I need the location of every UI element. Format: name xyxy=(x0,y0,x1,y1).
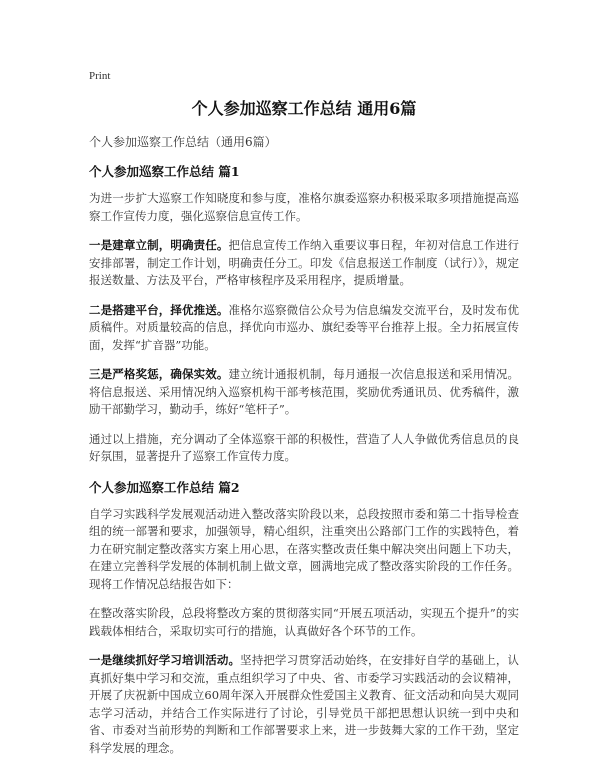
print-link[interactable]: Print xyxy=(89,70,111,82)
section-heading: 个人参加巡察工作总结 篇1 xyxy=(89,164,240,179)
paragraph xyxy=(89,506,519,594)
paragraph xyxy=(89,652,519,757)
paragraph xyxy=(89,605,519,640)
document-body xyxy=(89,96,519,769)
paragraph-text: 为进一步扩大巡察工作知晓度和参与度，准格尔旗委巡察办积极采取多项措施提高巡察工作宣传力度，强化巡察信息宣传工作。 xyxy=(89,191,519,223)
paragraph-lead: 一是继续抓好学习培训活动。 xyxy=(89,653,241,667)
paragraph-text: 自学习实践科学发展观活动进入整改落实阶段以来，总段按照市委和第二十指导检查组的统一部署和要求，加强领导，精心组织，注重突出公路部门工作的实践特色，着力在研究制定整改落实方案上用心思，在落实整改责任集中解决突出问题上下功夫，在建立完善科学发展的体制机制上做文章，圆满地完成了整改落实阶段的工作任务。现将工作情况总结报告如下： xyxy=(89,506,519,591)
paragraph-text: 在整改落实阶段，总段将整改方案的贯彻落实同“开展五项活动，实现五个提升”的实践载体相结合，采取切实可行的措施，认真做好各个环节的工作。 xyxy=(89,606,519,638)
paragraph xyxy=(89,190,519,225)
paragraph-lead: 一是建章立制，明确责任。 xyxy=(89,238,229,252)
paragraph xyxy=(89,302,519,355)
paragraph-text: 建立统计通报机制，每月通报一次信息报送和采用情况。将信息报送、采用情况纳入巡察机构干部考核范围，奖励优秀通讯员、优秀稿件，激励干部勤学习，勤动手，练好“笔杆子”。 xyxy=(89,367,519,416)
paragraph-text: 准格尔巡察微信公众号为信息编发交流平台，及时发布优质稿件。对质量较高的信息，择优向市巡办、旗纪委等平台推荐上报。全力拓展宣传面，发挥“扩音器”功能。 xyxy=(89,302,519,352)
paragraph xyxy=(89,431,519,466)
document-subtitle: 个人参加巡察工作总结（通用6篇） xyxy=(89,135,277,149)
paragraph-text: 通过以上措施，充分调动了全体巡察干部的积极性，营造了人人争做优秀信息员的良好氛围，显著提升了巡察工作宣传力度。 xyxy=(89,431,519,463)
paragraph-lead: 二是搭建平台，择优推送。 xyxy=(89,302,229,317)
paragraph-lead: 三是严格奖惩，确保实效。 xyxy=(89,367,229,381)
paragraph xyxy=(89,237,519,290)
document-title: 个人参加巡察工作总结 通用6篇 xyxy=(191,99,417,118)
paragraph xyxy=(89,366,519,419)
section-heading: 个人参加巡察工作总结 篇2 xyxy=(89,479,240,495)
paragraph-text: 坚持把学习贯穿活动始终，在安排好自学的基础上，认真抓好集中学习和交流，重点组织学习了中央、省、市委学习实践活动的会议精神，开展了庆祝新中国成立60周年深入开展群众性爱国主义教育、征文活动和向吴大观同志学习活动，并结合工作实际进行了讨论，引导党员干部把思想认识统一到中央和省、市委对当前形势的判断和工作部署要求上来，进一步鼓舞大家的工作干劲，坚定科学发展的理念。 xyxy=(89,653,519,755)
paragraph-text: 把信息宣传工作纳入重要议事日程，年初对信息工作进行安排部署，制定工作计划，明确责任分工。印发《信息报送工作制度（试行）》，规定报送数量、方法及平台，严格审核程序及采用程序，提质增量。 xyxy=(89,238,519,287)
